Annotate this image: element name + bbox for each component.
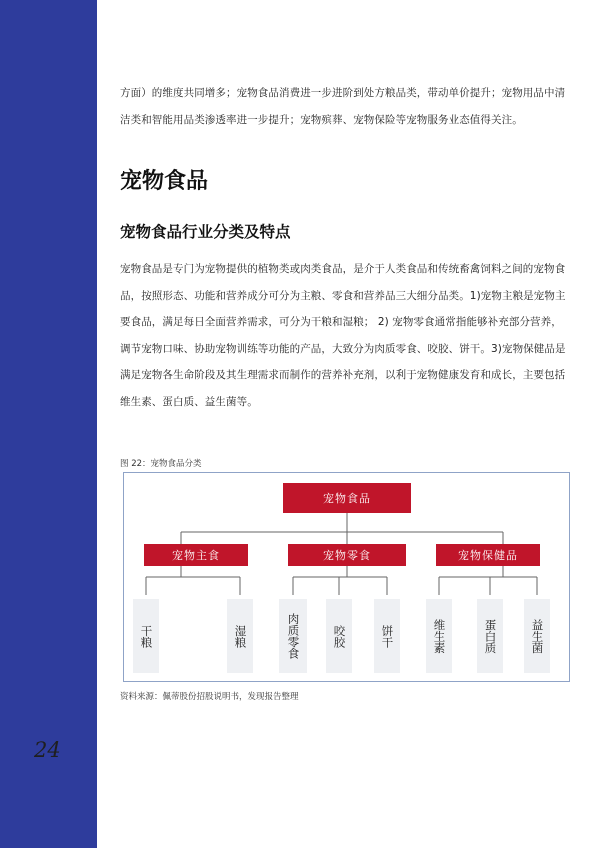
- section-title: 宠物食品: [120, 169, 209, 194]
- category-node-staple: 宠物主食: [144, 544, 248, 566]
- classification-diagram: [123, 472, 570, 682]
- figure-source: 资料来源：佩蒂股份招股说明书，发现报告整理: [120, 692, 299, 702]
- leaf-node: 维生素: [426, 599, 452, 673]
- leaf-node: 湿粮: [227, 599, 253, 673]
- figure-caption: 图 22：宠物食品分类: [120, 459, 202, 469]
- category-node-snack: 宠物零食: [288, 544, 406, 566]
- category-node-supplement: 宠物保健品: [436, 544, 540, 566]
- leaf-node: 肉质零食: [279, 599, 307, 673]
- leaf-node: 益生菌: [524, 599, 550, 673]
- leaf-node: 蛋白质: [477, 599, 503, 673]
- page-number: 24: [34, 738, 61, 762]
- leaf-node: 咬胶: [326, 599, 352, 673]
- sidebar-band: [0, 0, 97, 848]
- leaf-node: 干粮: [133, 599, 159, 673]
- leaf-node: 饼干: [374, 599, 400, 673]
- subsection-title: 宠物食品行业分类及特点: [120, 223, 291, 241]
- root-node: 宠物食品: [283, 483, 411, 513]
- body-paragraph: 宠物食品是专门为宠物提供的植物类或肉类食品，是介于人类食品和传统畜禽饲料之间的宠物食品，按照形态、功能和营养成分可分为主粮、零食和营养品三大细分品类。1)宠物主粮是宠物主要食品，满足每日全面营养需求，可分为干粮和湿粮； 2) 宠物零食通常指能够补充部分营养，调节宠物口味、协助宠物训练等功能的产品，大致分为肉质零食、咬胶、饼干。3)宠物保健品是满足宠物各生命阶段及其生理需求而制作的营养补充剂，以利于宠物健康发育和成长，主要包括维生素、蛋白质、益生菌等。: [120, 263, 566, 408]
- intro-paragraph: 方面）的维度共同增多；宠物食品消费进一步进阶到处方粮品类，带动单价提升；宠物用品中清洁类和智能用品类渗透率进一步提升；宠物殡葬、宠物保险等宠物服务业态值得关注。: [120, 87, 566, 126]
